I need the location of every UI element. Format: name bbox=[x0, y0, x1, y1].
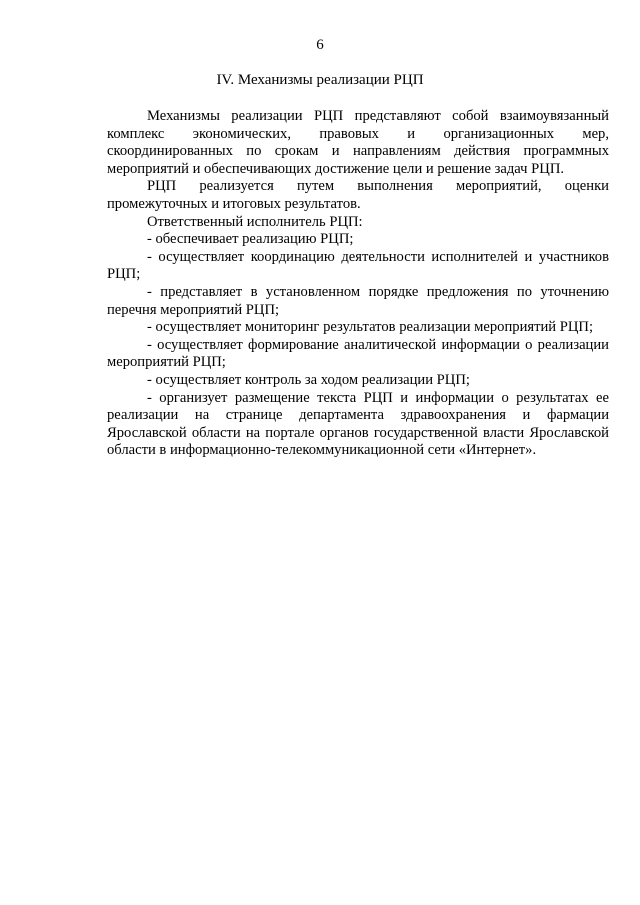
list-item-ensures-implementation: - обеспечивает реализацию РЦП; bbox=[147, 231, 354, 248]
list-item-publication: - организует размещение текста РЦП и информации о результатах ее реализации на странице департамента здравоохранения и фармации Ярославской области на портале органов государственной власти Ярославской области в информационно-телекоммуникационной сети «Интернет». bbox=[107, 389, 609, 459]
list-item-proposals: - представляет в установленном порядке предложения по уточнению перечня мероприятий РЦП; bbox=[107, 283, 609, 318]
list-item-analytics: - осуществляет формирование аналитической информации о реализации мероприятий РЦП; bbox=[107, 336, 609, 371]
list-item-monitoring: - осуществляет мониторинг результатов реализации мероприятий РЦП; bbox=[147, 319, 593, 336]
list-item-control: - осуществляет контроль за ходом реализации РЦП; bbox=[147, 371, 470, 388]
paragraph-responsible-executor: Ответственный исполнитель РЦП: bbox=[147, 213, 363, 230]
paragraph-mechanisms-intro: Механизмы реализации РЦП представляют собой взаимоувязанный комплекс экономических, правовых и организационных мер, скоординированных по срокам и направлениям действия программных мероприятий и обеспечивающих достижение цели и решение задач РЦП. bbox=[107, 108, 609, 177]
section-body bbox=[107, 108, 609, 460]
section-title: IV. Механизмы реализации РЦП bbox=[216, 72, 424, 88]
paragraph-implementation-method: РЦП реализуется путем выполнения мероприятий, оценки промежуточных и итоговых результатов. bbox=[107, 178, 609, 212]
list-item-coordination: - осуществляет координацию деятельности исполнителей и участников РЦП; bbox=[107, 248, 609, 283]
page-number: 6 bbox=[316, 37, 324, 53]
